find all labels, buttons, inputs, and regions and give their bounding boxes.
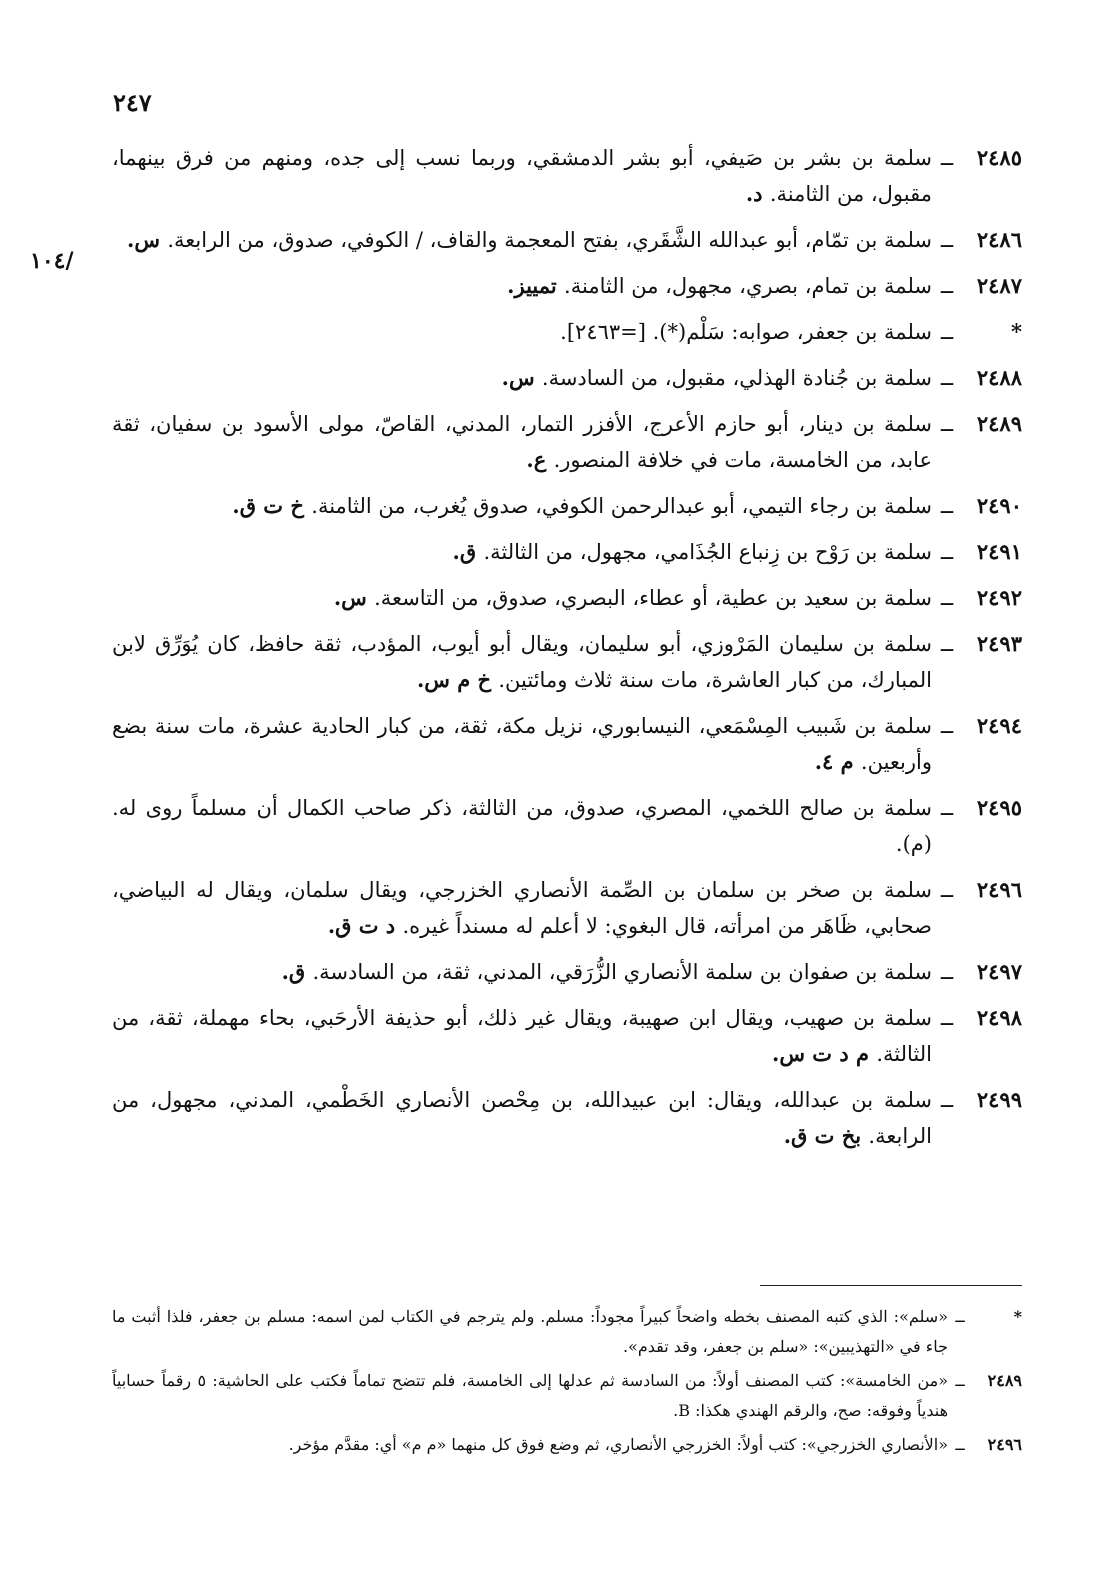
entry [112,954,1022,990]
entry-number: * [1011,319,1022,344]
entry-dash: ــ [940,274,954,298]
footnote-dash: ــ [955,1307,965,1326]
entry-body-text: سلمة بن بشر بن صَيفي، أبو بشر الدمشقي، وربما نسب إلى جده، ومنهم من فرق بينهما، مقبول، من الثامنة. [112,146,932,206]
entry [112,708,1022,780]
entry-dash: ــ [940,228,954,252]
entry-text [112,790,932,862]
entry-number: ٢٤٨٩ [976,411,1022,436]
entry-body-text: سلمة بن صخر بن سلمان بن الصِّمة الأنصاري الخزرجي، ويقال سلمان، ويقال له البياضي، صحابي، ظَاهَر من امرأته، قال البغوي: لا أعلم له مسنداً غيره. [112,878,932,938]
footnote-number: ٢٤٩٦ [987,1435,1022,1454]
entry-dash: ــ [940,1088,954,1112]
entry-body-text: سلمة بن صفوان بن سلمة الأنصاري الزُّرَقي، المدني، ثقة، من السادسة. [312,960,932,984]
entry [112,140,1022,212]
footnote [112,1430,1022,1460]
entry-text [112,406,932,478]
entry-number: ٢٤٨٦ [976,227,1022,252]
entry-dash: ــ [940,412,954,436]
entry-text [112,360,932,396]
entry-dash: ــ [940,878,954,902]
entry-text [112,708,932,780]
entry-text [112,580,932,616]
entry-body-text: سلمة بن جعفر، صوابه: سَلْم(*). [=٢٤٦٣]. [560,320,932,344]
entry-body-text: سلمة بن تمّام، أبو عبدالله الشَّقَري، بفتح المعجمة والقاف، / الكوفي، صدوق، من الرابعة. [167,228,932,252]
entry-number: ٢٤٩٧ [976,959,1022,984]
entry-sigla: بخ ت ق. [783,1123,869,1148]
entry-text [112,140,932,212]
entry-number: ٢٤٩٩ [976,1087,1022,1112]
entry-sigla: ع. [526,447,554,472]
entry-number: ٢٤٩٨ [976,1005,1022,1030]
entry-dash: ــ [940,1006,954,1030]
entry [112,406,1022,478]
entry-number: ٢٤٩٦ [976,877,1022,902]
entry-text [112,1082,932,1154]
page-number: ٢٤٧ [113,88,152,117]
footnote-text: «من الخامسة»: كتب المصنف أولاً: من السادسة ثم عدلها إلى الخامسة، فلم تتضح تماماً فكتب على الحاشية: ٥ رقماً حسابياً هندياً وفوقه: صح، والرقم الهندي هكذا: B. [112,1371,948,1420]
entry-text [112,1000,932,1072]
footnote-dash: ــ [955,1371,965,1390]
entry [112,872,1022,944]
footnote [112,1366,1022,1426]
entry-sigla: س. [501,365,542,390]
entry [112,1000,1022,1072]
entry [112,1082,1022,1154]
entry [112,626,1022,698]
entry-body-text: سلمة بن رجاء التيمي، أبو عبدالرحمن الكوفي، صدوق يُغرب، من الثامنة. [311,494,932,518]
entry-sigla: د ت ق. [327,913,403,938]
entry-body-text: سلمة بن سعيد بن عطية، أو عطاء، البصري، صدوق، من التاسعة. [374,586,932,610]
entry-dash: ــ [940,796,954,820]
footnote-number: * [1013,1307,1022,1326]
entry-number: ٢٤٩٤ [976,713,1022,738]
entry-sigla: د. [745,181,770,206]
margin-page-reference: /١٠٤ [30,248,74,274]
footnote [112,1302,1022,1362]
footnote-dash: ــ [955,1435,965,1454]
entry-sigla: تمييز. [507,273,565,298]
entry-body-text: سلمة بن سليمان المَرْوزي، أبو سليمان، ويقال أبو أيوب، المؤدب، ثقة حافظ، كان يُوَرِّق لابن المبارك، من كبار العاشرة، مات سنة ثلاث ومائتين. [112,632,932,692]
entry-text [112,488,932,524]
entry-body-text: سلمة بن دينار، أبو حازم الأعرج، الأفزر التمار، المدني، القاصّ، مولى الأسود بن سفيان، ثقة عابد، من الخامسة، مات في خلافة المنصور. [112,412,932,472]
entry-dash: ــ [940,146,954,170]
entry-dash: ــ [940,632,954,656]
entry-body-text: سلمة بن عبدالله، ويقال: ابن عبيدالله، بن مِحْصن الأنصاري الخَطْمي، المدني، مجهول، من الرابعة. [112,1088,932,1148]
entry-sigla: س. [333,585,375,610]
entry-sigla: ق. [281,959,313,984]
entry-text [112,314,932,350]
footnote-list [112,1302,1022,1464]
entry-sigla: خ ت ق. [232,493,312,518]
entry [112,314,1022,350]
entry-number: ٢٤٨٥ [976,145,1022,170]
footnote-number: ٢٤٨٩ [987,1371,1022,1390]
entry-number: ٢٤٨٧ [976,273,1022,298]
entry-body-text: سلمة بن رَوْح بن زِنباع الجُذَامي، مجهول، من الثالثة. [483,540,932,564]
entry-body-text: سلمة بن شَبيب المِسْمَعي، النيسابوري، نزيل مكة، ثقة، من كبار الحادية عشرة، مات سنة بضع وأربعين. [112,714,932,774]
entry-sigla: م د ت س. [772,1041,877,1066]
entry-number: ٢٤٨٨ [976,365,1022,390]
entry-number: ٢٤٩٥ [976,795,1022,820]
entry-dash: ــ [940,540,954,564]
entry-dash: ــ [940,714,954,738]
footnote-text: «سلم»: الذي كتبه المصنف بخطه واضحاً كبيراً مجوداً: مسلم. ولم يترجم في الكتاب لمن اسمه: مسلم بن جعفر، فلذا أثبت ما جاء في «التهذيبين»: «سلم بن جعفر، وقد تقدم». [112,1307,948,1356]
entry-dash: ــ [940,586,954,610]
entry-dash: ــ [940,960,954,984]
entry-dash: ــ [940,320,954,344]
entry-body-text: سلمة بن جُنادة الهذلي، مقبول، من السادسة. [541,366,932,390]
entry-text [112,222,932,258]
entry-list [112,140,1022,1164]
entry-text [112,534,932,570]
entry [112,580,1022,616]
footnote-divider [760,1285,1022,1286]
entry-number: ٢٤٩١ [976,539,1022,564]
entry [112,534,1022,570]
entry-sigla: م ٤. [814,749,861,774]
entry [112,360,1022,396]
entry-dash: ــ [940,366,954,390]
entry [112,488,1022,524]
entry-dash: ــ [940,494,954,518]
entry-text [112,626,932,698]
entry-text [112,872,932,944]
entry-sigla: س. [127,227,168,252]
entry-body-text: سلمة بن صالح اللخمي، المصري، صدوق، من الثالثة، ذكر صاحب الكمال أن مسلماً روى له. (م). [112,796,932,856]
entry-number: ٢٤٩٠ [976,493,1022,518]
footnote-text: «الأنصاري الخزرجي»: كتب أولاً: الخزرجي الأنصاري، ثم وضع فوق كل منهما «م م» أي: مقدَّم مؤخر. [288,1435,948,1454]
entry-number: ٢٤٩٢ [976,585,1022,610]
entry-number: ٢٤٩٣ [976,631,1022,656]
entry-body-text: سلمة بن تمام، بصري، مجهول، من الثامنة. [564,274,932,298]
entry-body-text: سلمة بن صهيب، ويقال ابن صهيبة، ويقال غير ذلك، أبو حذيفة الأرحَبي، بحاء مهملة، ثقة، من الثالثة. [112,1006,932,1066]
entry-sigla: ق. [452,539,484,564]
entry-text [112,954,932,990]
entry [112,790,1022,862]
entry-text [112,268,932,304]
entry [112,222,1022,258]
entry [112,268,1022,304]
entry-sigla: خ م س. [416,667,499,692]
